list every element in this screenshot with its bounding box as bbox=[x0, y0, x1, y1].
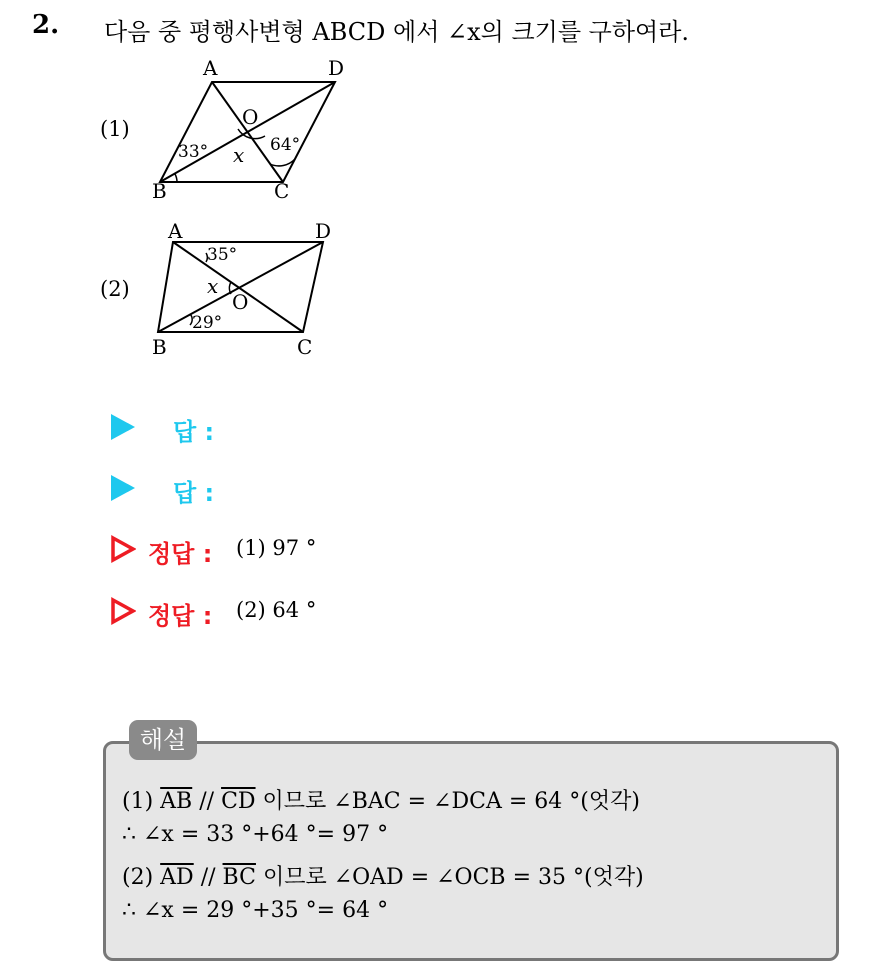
solution-box bbox=[103, 741, 839, 961]
solution-tag: 해설 bbox=[129, 720, 197, 760]
answer-2-triangle-icon bbox=[111, 475, 135, 501]
vertex-a-1: A bbox=[203, 56, 218, 80]
segment-ad: $\overline{AD}$ bbox=[160, 865, 194, 890]
parallelogram-figure-2 bbox=[140, 215, 370, 365]
vertex-d-2: D bbox=[315, 219, 332, 243]
solution-line-3: (2) $\overline{AD} // \overline{BC}$ 이므로 ∠OAD = ∠OCB = 35 °(엇각) bbox=[122, 865, 644, 890]
solution-line-2: ∴ ∠x = 33 °+64 °= 97 ° bbox=[122, 822, 389, 847]
vertex-b-2: B bbox=[152, 335, 167, 359]
answer-1-label: 답 : bbox=[173, 418, 215, 446]
correct-2-triangle-icon bbox=[110, 597, 136, 625]
correct-1-triangle-icon bbox=[110, 535, 136, 563]
segment-ab: $\overline{AB}$ bbox=[160, 789, 193, 814]
angle-29-label: 29° bbox=[192, 313, 223, 333]
angle-x-label-2: x bbox=[207, 274, 219, 298]
answer-2-label: 답 : bbox=[173, 479, 215, 507]
angle-x-label-1: x bbox=[233, 143, 245, 167]
figure-2-label: (2) bbox=[100, 277, 130, 301]
correct-2-value: (2) 64 ° bbox=[236, 598, 317, 622]
vertex-b-1: B bbox=[152, 179, 167, 203]
answer-1-triangle-icon bbox=[111, 414, 135, 440]
question-number: 2. bbox=[32, 10, 60, 40]
vertex-c-1: C bbox=[274, 179, 290, 203]
solution-line-4: ∴ ∠x = 29 °+35 °= 64 ° bbox=[122, 898, 389, 923]
solution-line-1: (1) $\overline{AB} // \overline{CD}$ 이므로 ∠BAC = ∠DCA = 64 °(엇각) bbox=[122, 789, 640, 814]
vertex-d-1: D bbox=[328, 56, 345, 80]
question-text: 다음 중 평행사변형 ABCD 에서 ∠x의 크기를 구하여라. bbox=[104, 18, 690, 46]
angle-33-label: 33° bbox=[178, 142, 209, 162]
center-o-1: O bbox=[242, 105, 259, 129]
correct-1-value: (1) 97 ° bbox=[236, 536, 317, 560]
angle-64-label: 64° bbox=[270, 135, 301, 155]
center-o-2: O bbox=[232, 290, 249, 314]
parallelogram-figure-1 bbox=[140, 55, 370, 205]
correct-2-label: 정답 : bbox=[148, 602, 213, 630]
figure-1-label: (1) bbox=[100, 117, 130, 141]
vertex-c-2: C bbox=[297, 335, 313, 359]
vertex-a-2: A bbox=[168, 219, 183, 243]
segment-cd: $\overline{CD}$ bbox=[221, 789, 256, 814]
diagonal-bd-2 bbox=[158, 242, 323, 332]
angle-35-label: 35° bbox=[207, 245, 238, 265]
segment-bc: $\overline{BC}$ bbox=[222, 865, 256, 890]
correct-1-label: 정답 : bbox=[148, 540, 213, 568]
